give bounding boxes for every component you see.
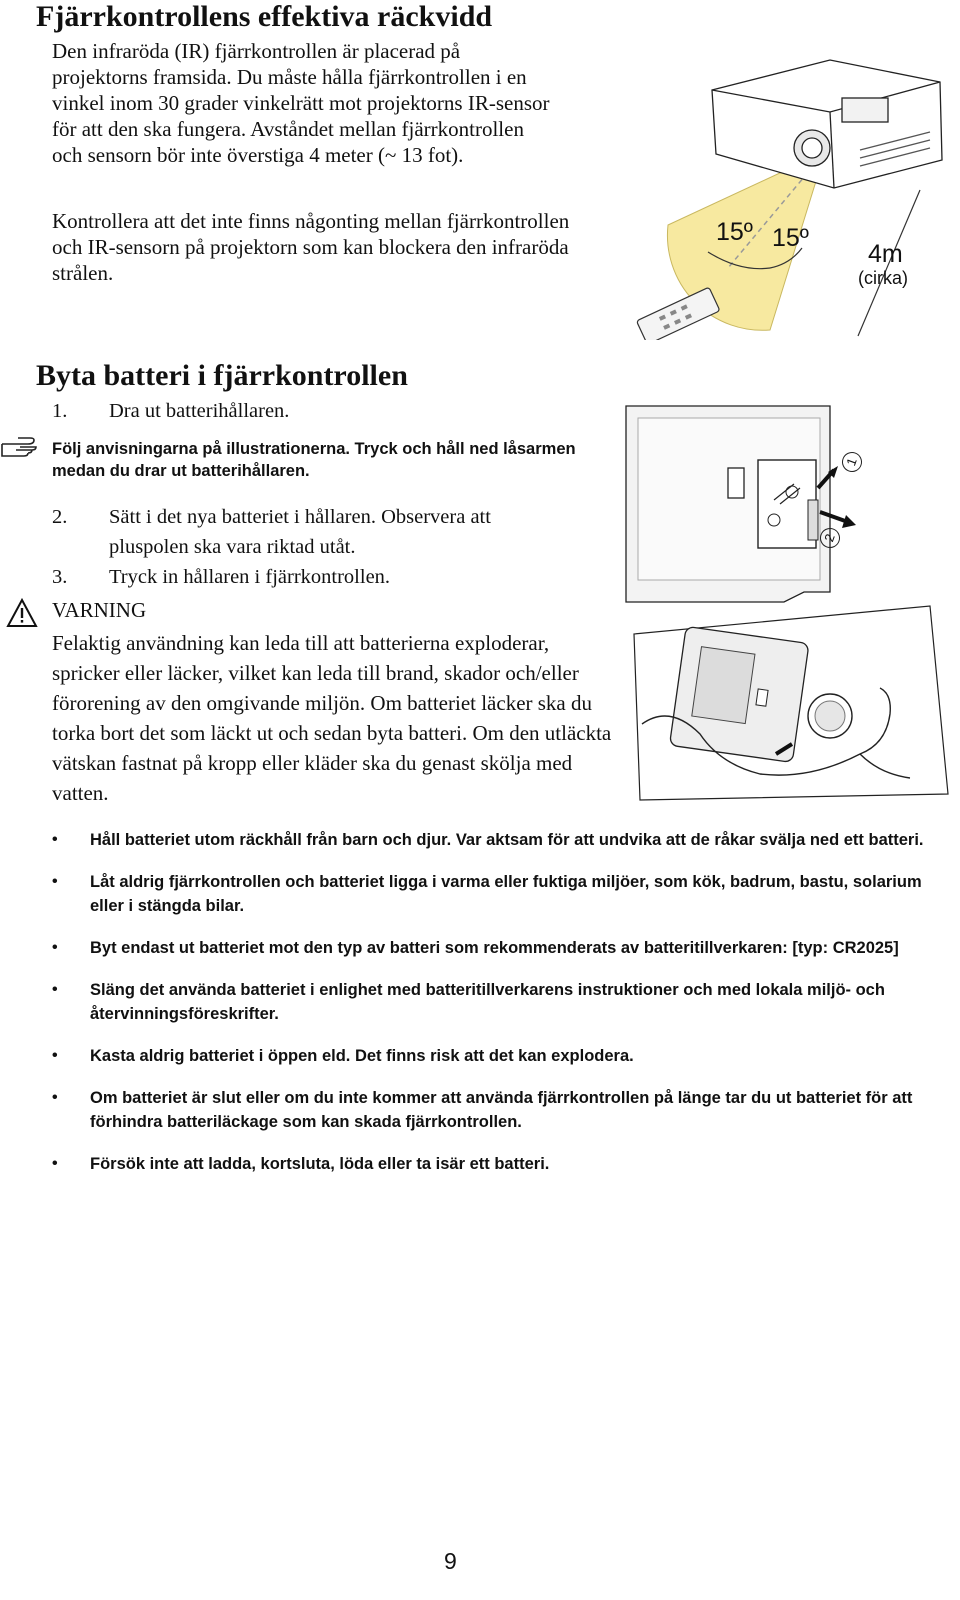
projector-range-figure xyxy=(620,40,950,340)
step-1-number: 1. xyxy=(52,400,68,422)
step-marker-1: 1 xyxy=(839,449,865,475)
step-3-number: 3. xyxy=(52,566,68,588)
page-number: 9 xyxy=(444,1548,457,1574)
remote-range-paragraph-1: Den infraröda (IR) fjärrkontrollen är placerad på projektorns framsida. Du måste hålla fjärrkontrollen i en vinkel inom 30 grader vinkelrätt mot projektorns IR-sensor för att den ska fungera. Avståndet mellan fjärrkontrollen och sensorn bör inte överstiga 4 meter (~ 13 fot). xyxy=(52,39,550,167)
step-3-text: Tryck in hållaren i fjärrkontrollen. xyxy=(109,566,391,588)
battery-insert-figure xyxy=(630,604,950,804)
list-item: • Om batteriet är slut eller om du inte kommer att använda fjärrkontrollen på länge tar du ut batteriet för att förhindra batteriläckage som kan skada fjärrkontrollen. xyxy=(50,1086,950,1134)
remote-range-paragraph-2: Kontrollera att det inte finns någonting mellan fjärrkontrollen och IR-sensorn på projektorn som kan blockera den infraröda strålen. xyxy=(52,209,570,285)
step-1-text: Dra ut batterihållaren. xyxy=(109,400,290,422)
step-2-number: 2. xyxy=(52,506,68,528)
step-1 xyxy=(52,396,612,426)
step-2 xyxy=(52,502,612,562)
list-item: • Håll batteriet utom räckhåll från barn och djur. Var aktsam för att undvika att de råkar svälja ned ett batteri. xyxy=(50,828,950,852)
step-3 xyxy=(52,562,612,592)
angle-label-left: 15º xyxy=(716,218,753,246)
section-title-remote-range: Fjärrkontrollens effektiva räckvidd xyxy=(36,0,493,33)
warning-text: Felaktig användning kan leda till att batterierna exploderar, spricker eller läcker, vilket kan leda till brand, skador och/eller förorening av den omgivande miljön. Om batteriet läcker ska du torka bort det som läckt ut och sedan byta batteri. Om den utläckta vätskan fastnat på kropp eller kläder ska du genast skölja med vatten. xyxy=(52,631,612,805)
distance-label: 4m xyxy=(868,240,903,268)
note-instruction: Följ anvisningarna på illustrationerna. Tryck och håll ned låsarmen medan du drar ut batterihållaren. xyxy=(52,440,576,480)
step-2-text-line1: Sätt i det nya batteriet i hållaren. Observera att xyxy=(109,506,491,528)
step-marker-2: 2 xyxy=(817,525,843,551)
projector-icon xyxy=(712,60,942,188)
warning-triangle-icon xyxy=(6,598,38,633)
projector-range-illustration xyxy=(620,40,950,340)
battery-insert-illustration xyxy=(630,604,950,804)
list-item: • Byt endast ut batteriet mot den typ av batteri som rekommenderats av batteritillverkaren: [typ: CR2025] xyxy=(50,936,950,960)
battery-safety-list xyxy=(50,828,950,1194)
list-item: • Låt aldrig fjärrkontrollen och batteriet ligga i varma eller fuktiga miljöer, som kök, badrum, bastu, solarium eller i stängda bilar. xyxy=(50,870,950,918)
angle-label-right: 15º xyxy=(772,224,809,252)
remote-holder-icon xyxy=(669,626,808,762)
step-2-text-line2: pluspolen ska vara riktad utåt. xyxy=(109,536,356,558)
remote-control-icon xyxy=(636,287,719,340)
hand-pointer-icon xyxy=(0,436,48,465)
warning-title: VARNING xyxy=(52,598,147,622)
list-item: • Släng det använda batteriet i enlighet med batteritillverkarens instruktioner och med lokala miljö- och återvinningsföreskrifter. xyxy=(50,978,950,1026)
section-title-battery-replacement: Byta batteri i fjärrkontrollen xyxy=(36,359,408,392)
battery-holder-figure xyxy=(624,404,950,604)
distance-note: (cirka) xyxy=(858,268,908,288)
remote-battery-holder-illustration xyxy=(624,404,950,604)
list-item: • Försök inte att ladda, kortsluta, löda eller ta isär ett batteri. xyxy=(50,1152,950,1176)
list-item: • Kasta aldrig batteriet i öppen eld. Det finns risk att det kan explodera. xyxy=(50,1044,950,1068)
